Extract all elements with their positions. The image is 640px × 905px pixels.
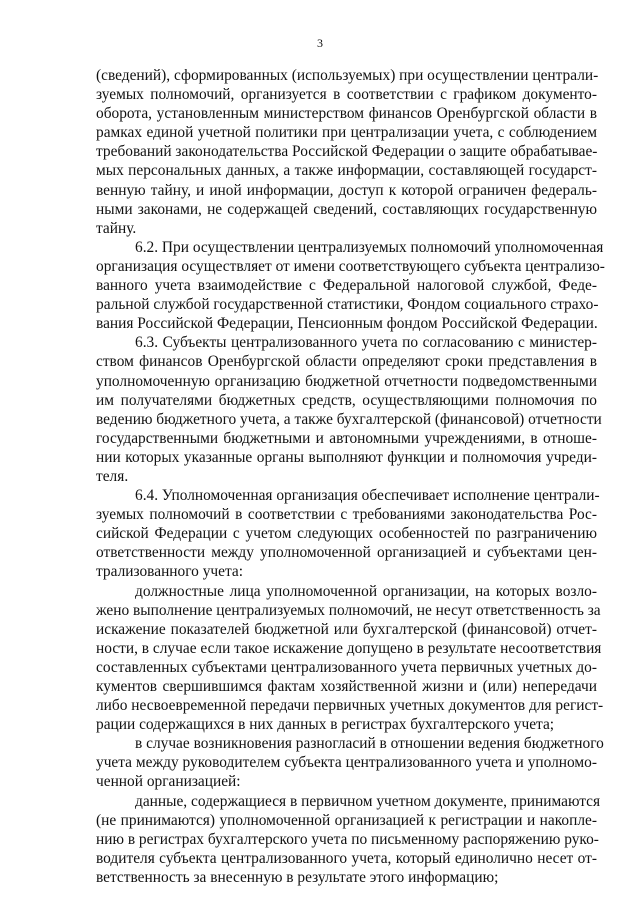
text-line: трализованного учета:: [96, 563, 243, 581]
text-line: (не принимаются) уполномоченной организацией к регистрации и накопле-: [96, 811, 597, 829]
paragraph-clause-6-3: [96, 333, 602, 486]
text-line: ными законами, не содержащей сведений, составляющих государственную: [96, 200, 597, 218]
text-line: мых персональных данных, а также информации, составляющей государст-: [96, 162, 597, 180]
text-line: рации содержащихся в них данных в регистрах бухгалтерского учета;: [96, 716, 555, 734]
text-line: оборота, установленным министерством финансов Оренбургской области в: [96, 105, 597, 123]
text-line: кументов свершившимся фактам хозяйственной жизни и (или) непередачи: [96, 678, 597, 695]
text-line: венную тайну, и иной информации, доступ к которой ограничен федераль-: [96, 181, 597, 199]
text-line: государственными бюджетными и автономными учреждениями, в отноше-: [96, 429, 597, 447]
text-line: составленных субъектами централизованного учета первичных учетных до-: [96, 658, 597, 676]
paragraph-clause-6-4-item-3: [96, 792, 601, 887]
text-line: ченной организацией:: [96, 773, 241, 791]
text-line: ответственности между уполномоченной организацией и субъектами цен-: [96, 544, 597, 562]
text-line: организация осуществляет от имени соответствующего субъекта централизо-: [96, 257, 605, 275]
document-body: [96, 66, 605, 887]
text-line: жено выполнение централизуемых полномочий, не несут ответственность за: [96, 601, 601, 619]
text-line: рамках единой учетной политики при централизации учета, с соблюдением: [96, 124, 597, 142]
text-line: (сведений), сформированных (используемых) при осуществлении централи-: [96, 67, 599, 84]
text-line: тайну.: [96, 219, 137, 237]
text-line: либо несвоевременной передачи первичных учетных документов для регист-: [96, 697, 604, 715]
text-line: ности, в случае если такое искажение допущено в результате несоответствия: [96, 639, 602, 657]
text-line: сийской Федерации с учетом следующих особенностей по разграничению: [96, 525, 597, 543]
paragraph-clause-6-4-item-1: [96, 582, 604, 735]
paragraph-clause-6-2: [96, 238, 605, 333]
text-line: ветственность за внесенную в результате этого информацию;: [96, 868, 499, 886]
text-line: данные, содержащиеся в первичном учетном документе, принимаются: [135, 792, 601, 810]
text-line: зуемых полномочий в соответствии с требованиями законодательства Рос-: [96, 506, 597, 524]
text-line: требований законодательства Российской Федерации о защите обрабатывае-: [96, 143, 598, 161]
text-line: им получателями бюджетных средств, осуществляющими полномочия по: [96, 391, 597, 409]
text-line: ванного учета взаимодействие с Федеральной налоговой службой, Феде-: [96, 277, 597, 295]
text-line: теля.: [96, 467, 129, 485]
paragraph-clause-6-4-item-2: [96, 734, 604, 791]
text-line: должностные лица уполномоченной организации, на которых возло-: [135, 582, 597, 600]
text-line: ральной службой государственной статистики, Фондом социального страхо-: [96, 296, 599, 314]
text-line: нии которых указанные органы выполняют функции и полномочия учреди-: [96, 448, 597, 466]
text-line: искажение показателей бюджетной или бухгалтерской (финансовой) отчет-: [96, 620, 597, 638]
text-line: в случае возникновения разногласий в отношении ведения бюджетного: [135, 735, 604, 753]
page-number: 3: [317, 36, 323, 50]
paragraph-intro-continuation: [96, 66, 597, 238]
text-line: водителя субъекта централизованного учета, который единолично несет от-: [96, 849, 597, 867]
paragraph-clause-6-4: [96, 486, 600, 581]
text-line: учета между руководителем субъекта централизованного учета и уполномо-: [96, 754, 597, 772]
text-line: нию в регистрах бухгалтерского учета по письменному распоряжению руко-: [96, 830, 599, 848]
text-line: вания Российской Федерации, Пенсионным фондом Российской Федерации.: [96, 315, 598, 333]
text-line: 6.4. Уполномоченная организация обеспечивает исполнение централи-: [135, 487, 600, 505]
text-line: уполномоченную организацию бюджетной отчетности подведомственными: [96, 372, 597, 390]
text-line: зуемых полномочий, организуется в соответствии с графиком документо-: [96, 86, 597, 104]
text-line: ством финансов Оренбургской области определяют сроки представления в: [96, 353, 597, 371]
text-line: 6.3. Субъекты централизованного учета по согласованию с министер-: [135, 334, 597, 352]
text-line: ведению бюджетного учета, а также бухгалтерской (финансовой) отчетности: [96, 410, 602, 428]
text-line: 6.2. При осуществлении централизуемых полномочий уполномоченная: [135, 238, 604, 256]
